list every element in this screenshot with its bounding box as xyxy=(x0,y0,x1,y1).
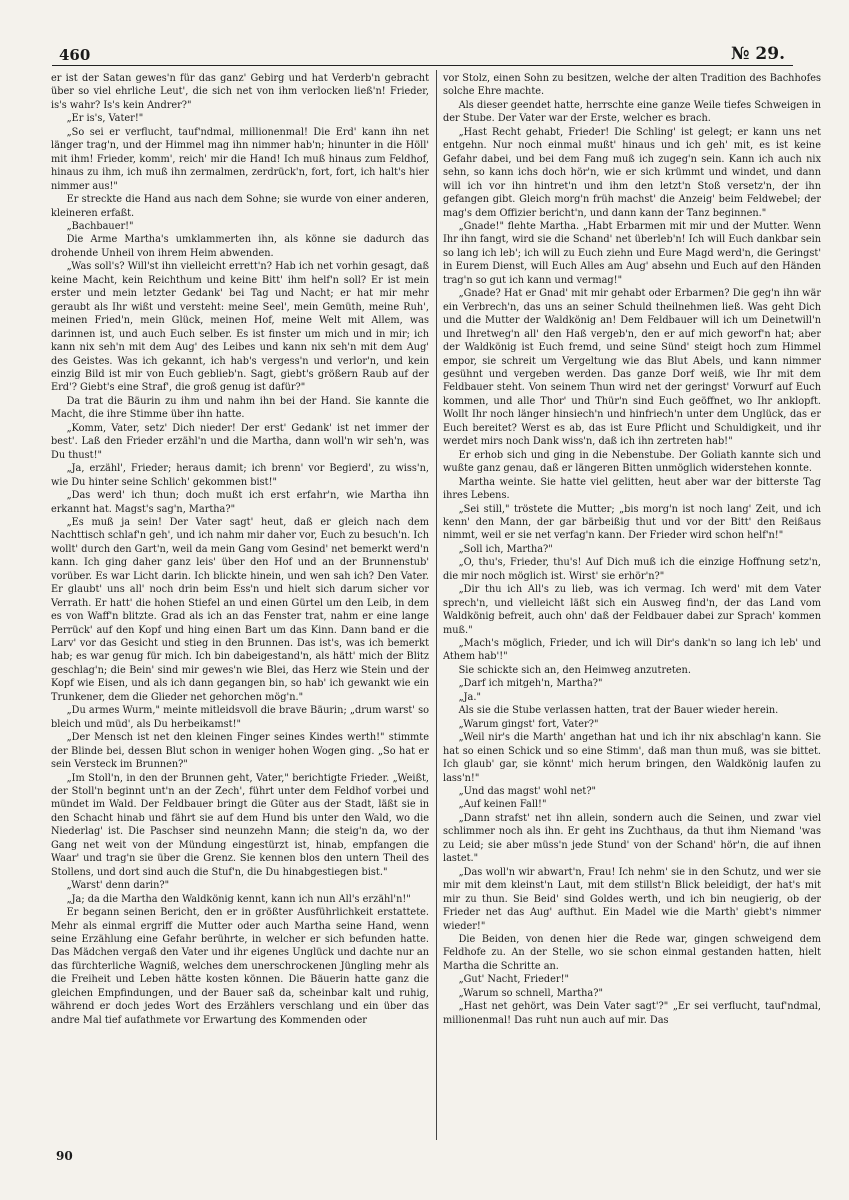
paragraph: Die Arme Martha's umklammerten ihn, als könne sie dadurch das drohende Unheil von ihrem Heim abwenden. xyxy=(51,234,429,259)
paragraph: „Ja." xyxy=(458,691,481,703)
paragraph: „Komm, Vater, setz' Dich nieder! Der erst' Gedank' ist net immer der best'. Laß den Frieder erzähl'n und die Martha, dann woll'n wir seh'n, was Du thust!" xyxy=(51,422,429,461)
right-column xyxy=(443,72,821,1140)
paragraph: Als dieser geendet hatte, herrschte eine ganze Weile tiefes Schweigen in der Stube. Der Vater war der Erste, welcher es brach. xyxy=(443,99,821,125)
paragraph: Er streckte die Hand aus nach dem Sohne; sie wurde von einer anderen, kleineren erfaßt. xyxy=(51,194,429,219)
paragraph: „Ja, erzähl', Frieder; heraus damit; ich brenn' vor Begierd', zu wiss'n, wie Du hinter seine Schlich' gekommen bist!" xyxy=(51,463,429,488)
footer-number: 90 xyxy=(56,1149,73,1163)
paragraph: „Warst' denn darin?" xyxy=(66,880,170,892)
paragraph: Die Beiden, von denen hier die Rede war, gingen schweigend dem Feldhofe zu. An der Stelle, wo sie schon einmal gestanden hatten, hielt Martha die Schritte an. xyxy=(443,934,821,972)
paragraph: „Im Stoll'n, in den der Brunnen geht, Vater," berichtigte Frieder. „Weißt, der Stoll'n beginnt unt'n an der Zech', führt unter dem Feldhof vorbei und mündet im Wald. Der Feldbauer bringt die Güter aus der Stadt, läßt sie in den Schacht hinab und fährt sie auf dem Hund bis unter den Wald, wo die Niederlag' ist. Die Paschser sind neunzehn Mann; die steig'n da, wo der Gang net weit von der Mündung eingestürzt ist, hinab, empfangen die Waar' und trag'n sie über die Grenz. Sie kennen blos den untern Theil des Stollens, und dort sind auch die Stuf'n, die Du hinabgestiegen bist." xyxy=(51,772,429,878)
paragraph: „Warum so schnell, Martha?" xyxy=(458,987,603,999)
paragraph: „Weil nir's die Marth' angethan hat und ich ihr nix abschlag'n kann. Sie hat so einen Schick und so eine Stimm', daß man thun muß, was sie bittet. Ich glaub' gar, sie könnt' mich herum bringen, den Waldkönig laufen zu lass'n!" xyxy=(443,732,821,784)
paragraph: „Warum gingst' fort, Vater?" xyxy=(458,718,599,730)
paragraph: Er begann seinen Bericht, den er in größter Ausführlichkeit erstattete. Mehr als einmal ergriff die Mutter oder auch Martha seine Hand, wenn seine Erzählung eine Gefahr berührte, in welcher er sich befunden hatte. Das Mädchen vergaß den Vater und ihr eigenes Unglück und dachte nur an das fürchterliche Wagniß, welches dem unerschrockenen Jüngling mehr als die Freiheit und Leben hätte kosten können. Die Bäuerin hatte ganz die gleichen Empfindungen, und der Bauer saß da, scheinbar kalt und ruhig, während er doch jedes Wort des Erzählers verschlang und ein über das andre Mal tief aufathmete vor Erwartung des Kommenden oder xyxy=(51,907,429,1026)
paragraph: „Darf ich mitgeh'n, Martha?" xyxy=(458,678,603,690)
paragraph: „Dir thu ich All's zu lieb, was ich vermag. Ich werd' mit dem Vater sprech'n, und vielleicht läßt sich ein Ausweg find'n, der das Land vom Waldkönig befreit, auch ohn' daß der Feldbauer dabei zur Sprach' kommen muß." xyxy=(443,584,821,636)
paragraph: „Auf keinen Fall!" xyxy=(458,799,547,811)
left-column xyxy=(51,72,429,1140)
issue-number: № 29. xyxy=(731,44,785,64)
paragraph: „Das woll'n wir abwart'n, Frau! Ich nehm' sie in den Schutz, und wer sie mir mit dem kleinst'n Laut, mit dem stillst'n Blick beleidigt, der hat's mit mir zu thun. Sie Beid' sind Goldes werth, und ich bin neugierig, ob der Frieder net das Aug' aufthut. Ein Madel wie die Marth' giebt's nimmer wieder!" xyxy=(443,866,821,932)
paragraph: „Er is's, Vater!" xyxy=(66,113,144,125)
paragraph: „Mach's möglich, Frieder, und ich will Dir's dank'n so lang ich leb' und Athem hab'!" xyxy=(443,638,821,663)
paragraph: „Soll ich, Martha?" xyxy=(458,543,553,555)
paragraph: er ist der Satan gewes'n für das ganz' Gebirg und hat Verderb'n gebracht über so viel ehrliche Leut', die sich net von ihm verlocken ließ'n! Frieder, is's wahr? Is's kein Andrer?" xyxy=(51,73,429,111)
paragraph: Da trat die Bäurin zu ihm und nahm ihn bei der Hand. Sie kannte die Macht, die ihre Stimme über ihn hatte. xyxy=(51,395,429,421)
paragraph: „O, thu's, Frieder, thu's! Auf Dich muß ich die einzige Hoffnung setz'n, die mir noch möglich ist. Wirst' sie erhör'n?" xyxy=(443,557,821,582)
paragraph: Er erhob sich und ging in die Nebenstube. Der Goliath kannte sich und wußte ganz genau, daß er längeren Bitten unmöglich widerstehen konnte. xyxy=(443,449,821,475)
paragraph: „Und das magst' wohl net?" xyxy=(458,786,597,798)
paragraph: „Gnade!" flehte Martha. „Habt Erbarmen mit mir und der Mutter. Wenn Ihr ihn fangt, wird sie die Schand' net überleb'n! Ich will Euch dankbar sein so lang ich leb'; ich will zu Euch ziehn und Eure Magd werd'n, die Geringst' in Eurem Dienst, will Euch Alles am Aug' absehn und Euch auf den Händen trag'n so gut ich kann und vermag!" xyxy=(443,220,821,286)
paragraph: Sie schickte sich an, den Heimweg anzutreten. xyxy=(458,664,691,676)
paragraph: „Du armes Wurm," meinte mitleidsvoll die brave Bäurin; „drum warst' so bleich und müd', als Du herbeikamst!" xyxy=(51,705,429,730)
paragraph: „Bachbauer!" xyxy=(66,220,134,232)
header-rule xyxy=(52,65,793,66)
paragraph: Als sie die Stube verlassen hatten, trat der Bauer wieder herein. xyxy=(458,705,779,717)
paragraph: vor Stolz, einen Sohn zu besitzen, welche der alten Tradition des Bachhofes solche Ehre machte. xyxy=(443,73,821,98)
paragraph: „Sei still," tröstete die Mutter; „bis morg'n ist noch lang' Zeit, und ich kenn' den Mann, der gar bärbeißig thut und vor der Bitt' den Reißaus nimmt, weil er sie net verfag'n kann. Der Frieder wird schon helf'n!" xyxy=(443,503,821,542)
paragraph: „So sei er verflucht, tauf'ndmal, millionenmal! Die Erd' kann ihn net länger trag'n, und der Himmel mag ihn nimmer hab'n; hinunter in die Höll' mit ihm! Frieder, komm', reich' mir die Hand! Ich muß hinaus zum Feldhof, hinaus zu ihm, ich muß ihn zermalmen, zerdrück'n, fort, fort, ich halt's hier nimmer aus!" xyxy=(51,126,429,192)
paragraph: „Was soll's? Will'st ihn vielleicht errett'n? Hab ich net vorhin gesagt, daß keine Macht, kein Reichthum und keine Bitt' ihm helf'n soll? Er ist mein erster und mein letzter Gedank' bei Tag und Nacht; er hat mir mehr geraubt als Ihr wißt und versteht: meine Seel', mein Gemüth, meine Ruh', meinen Fried'n, mein Glück, meinen Hof, meine Welt mit Allem, was darinnen ist, und auch Euch selber. Es ist finster um mich und in mir; ich kann nix seh'n mit dem Aug' des Leibes und kann nix seh'n mit dem Aug' des Geistes. Was ich gekannt, ich hab's vergess'n und verlor'n, und kein einzig Bild ist mir von Euch geblieb'n. Sagt, giebt's größern Raub auf der Erd'? Giebt's eine Straf', die groß genug ist dafür?" xyxy=(51,261,429,394)
paragraph: „Gut' Nacht, Frieder!" xyxy=(458,974,570,986)
paragraph: „Gnade? Hat er Gnad' mit mir gehabt oder Erbarmen? Die geg'n ihn wär ein Verbrech'n, das uns an seiner Schuld theilnehmen ließ. Was geht Dich und die Mutter der Waldkönig an! Dem Feldbauer will ich um Deinetwill'n und Ihretweg'n all' den Haß vergeb'n, den er auf mich geworf'n hat; aber der Waldkönig ist Euch fremd, und seine Sünd' steigt hoch zum Himmel empor, sie schreit um Vergeltung wie das Blut Abels, und kann nimmer gesühnt und vergeben werden. Das ganze Dorf weiß, wie Ihr mit dem Feldbauer steht. Von seinem Thun wird net der geringst' Vorwurf auf Euch kommen, und alle Thor' und Thür'n sind Euch geöffnet, wo Ihr anklopft. Wollt Ihr noch länger hinsiech'n und hinfriech'n unter dem Unglück, das er Euch bereitet? Werst es ab, das ist Eure Pflicht und Schuldigkeit, und ihr werdet mirs noch Dank wiss'n, daß ich ihn zertreten hab!" xyxy=(443,288,821,448)
column-divider xyxy=(436,70,437,1140)
page-number: 460 xyxy=(59,46,91,64)
paragraph: „Hast net gehört, was Dein Vater sagt'?" „Er sei verflucht, tauf'ndmal, millionenmal! Das ruht nun auch auf mir. Das xyxy=(443,1001,821,1026)
paragraph: „Es muß ja sein! Der Vater sagt' heut, daß er gleich nach dem Nachttisch schlaf'n geh', und ich nahm mir daher vor, Euch zu besuch'n. Ich wollt' durch den Gart'n, weil da mein Gang vom Gesind' net bemerkt werd'n kann. Ich ging daher ganz leis' über den Hof und an der Brunnenstub' vorüber. Es war Licht darin. Ich blickte hinein, und wen sah ich? Den Vater. Er glaubt' uns all' noch drin beim Ess'n und hielt sich darum sicher vor Verrath. Er hatt' die hohen Stiefel an und einen Gürtel um den Leib, in dem es von Waff'n blitzte. Grad als ich an das Fenster trat, nahm er eine lange Perrück' auf den Kopf und hing einen Bart um das Kinn. Dann band er die Larv' vor das Gesicht und stieg in den Brunnen. Das ist's, was ich bemerkt hab; es war genug für mich. Ich bin dabeigestand'n, als hätt' mich der Blitz geschlag'n; die Bein' sind mir gewes'n wie Blei, das Herz wie Stein und der Kopf wie Eisen, und als ich dann gegangen bin, so hab' ich gewankt wie ein Trunkener, dem die Glieder net gehorchen mög'n." xyxy=(51,516,429,703)
paragraph: „Hast Recht gehabt, Frieder! Die Schling' ist gelegt; er kann uns net entgehn. Nur noch einmal mußt' hinaus und ich geh' mit, es ist keine Gefahr dabei, und bei dem Fang muß ich zugeg'n sein. Kann ich auch nix sehn, so kann ichs doch hör'n, wie er sich krümmt und windet, und dann will ich vor ihn hintret'n und ihm den letzt'n Stoß versetz'n, der ihn gefangen gibt. Gleich morg'n früh machst' die Anzeig' beim Feldwebel; der mag's dem Offizier bericht'n, und dann kann der Tanz beginnen." xyxy=(443,126,821,219)
paragraph: „Ja; da die Martha den Waldkönig kennt, kann ich nun All's erzähl'n!" xyxy=(66,893,411,905)
paragraph: Martha weinte. Sie hatte viel gelitten, heut aber war der bitterste Tag ihres Lebens. xyxy=(443,476,821,502)
paragraph: „Das werd' ich thun; doch mußt ich erst erfahr'n, wie Martha ihn erkannt hat. Magst's sag'n, Martha?" xyxy=(51,490,429,515)
paragraph: „Dann strafst' net ihn allein, sondern auch die Seinen, und zwar viel schlimmer noch als ihn. Er geht ins Zuchthaus, da thut ihm Niemand 'was zu Leid; sie aber müss'n jede Stund' von der Schand' hör'n, die auf ihnen lastet." xyxy=(443,812,821,865)
paragraph: „Der Mensch ist net den kleinen Finger seines Kindes werth!" stimmte der Blinde bei, dessen Blut schon in weniger hohen Wogen ging. „So hat er sein Versteck im Brunnen?" xyxy=(51,732,429,771)
